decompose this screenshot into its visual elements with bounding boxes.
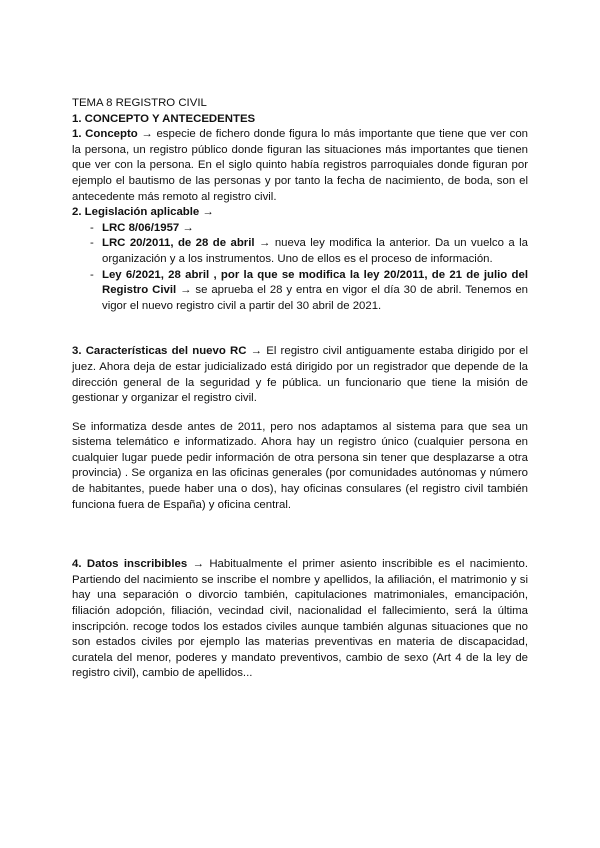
list-item xyxy=(72,236,528,267)
paragraph-datos-inscribibles xyxy=(72,557,528,682)
arrow-icon: → xyxy=(182,221,194,234)
text-datos: Habitualmente el primer asiento inscribible es el nacimiento. Partiendo del nacimiento se inscribe el nombre y apellidos, la afiliación, el matrimonio y si hay una separación o divorcio también, capitulaciones matrimoniales, emancipación, filiación adopción, filiación, vecindad civil, nacionalidad el fallecimiento, será la última inscripción. recoge todos los estados civiles aunque también algunas situaciones que no son estados civiles por ejemplo las materias preventivas en materia de discapacidad, curatela del menor, poderes y mandato preventivos, cambio de sexo (Art 4 de la ley de registro civil), cambio de apellidos... xyxy=(72,558,529,680)
label-datos: 4. Datos inscribibles xyxy=(72,558,188,571)
paragraph-caracteristicas xyxy=(72,344,528,406)
law-description: nueva ley modifica la anterior. Da un vuelco a la organización y a los instrumentos. Uno de ellos es el proceso de información. xyxy=(102,237,529,265)
paragraph-concepto xyxy=(72,127,528,205)
list-item xyxy=(72,221,528,237)
arrow-icon: → xyxy=(192,558,204,571)
arrow-icon: → xyxy=(202,206,214,219)
text-caracteristicas: El registro civil antiguamente estaba dirigido por el juez. Ahora deja de estar judicializado está dirigido por un registrador que depende de la dirección general de la seguridad y fe pública. un funcionario que tiene la misión de gestionar y organizar el registro civil. xyxy=(72,345,528,405)
section-heading-concepto-antecedentes: 1. CONCEPTO Y ANTECEDENTES xyxy=(72,112,256,125)
law-title: LRC 8/06/1957 xyxy=(102,221,180,234)
arrow-icon: → xyxy=(250,345,263,358)
document-title: TEMA 8 REGISTRO CIVIL xyxy=(72,97,207,109)
paragraph-informatizacion: Se informatiza desde antes de 2011, pero nos adaptamos al sistema para que sea un sistema telemático e informatizado. Ahora hay un registro único (cualquier persona en cualquier lugar puede pedir información de otra persona sin tener que desplazarse a otra provincia) . Se organiza en las oficinas generales (por comunidades autónomas y número de habitantes, puede haber una o dos), hay oficinas consulares (el registro civil también funciona fuera de España) y oficina central. xyxy=(72,420,528,511)
dash-bullet: - xyxy=(90,268,94,281)
dash-bullet: - xyxy=(90,221,94,234)
list-item xyxy=(72,268,528,315)
law-title: Ley 6/2021, 28 abril , por la que se modifica la ley 20/2011, de 21 de julio del Registro Civil xyxy=(102,268,528,297)
arrow-icon: → xyxy=(258,237,271,250)
label-caracteristicas: 3. Características del nuevo RC xyxy=(72,345,247,358)
dash-bullet: - xyxy=(90,237,94,250)
legislation-list xyxy=(72,221,528,315)
law-title: LRC 20/2011, de 28 de abril xyxy=(102,237,255,250)
document-content xyxy=(72,96,528,682)
arrow-icon: → xyxy=(141,128,153,141)
label-concepto: 1. Concepto xyxy=(72,128,138,141)
text-concepto: especie de fichero donde figura lo más importante que tiene que ver con la persona, un registro público donde figuran las situaciones más importantes que tienen que ver con la persona. En el siglo quinto había registros parroquiales donde figuran por ejemplo el bautismo de las personas y por tanto la fecha de nacimiento, de boda, son el antecedente más remoto al registro civil. xyxy=(72,128,528,203)
law-description: se aprueba el 28 y entra en vigor el día 30 de abril. Tenemos en vigor el nuevo registro civil a partir del 30 abril de 2021. xyxy=(102,284,528,312)
heading-legislacion: 2. Legislación aplicable → xyxy=(72,206,214,219)
arrow-icon: → xyxy=(180,284,192,297)
